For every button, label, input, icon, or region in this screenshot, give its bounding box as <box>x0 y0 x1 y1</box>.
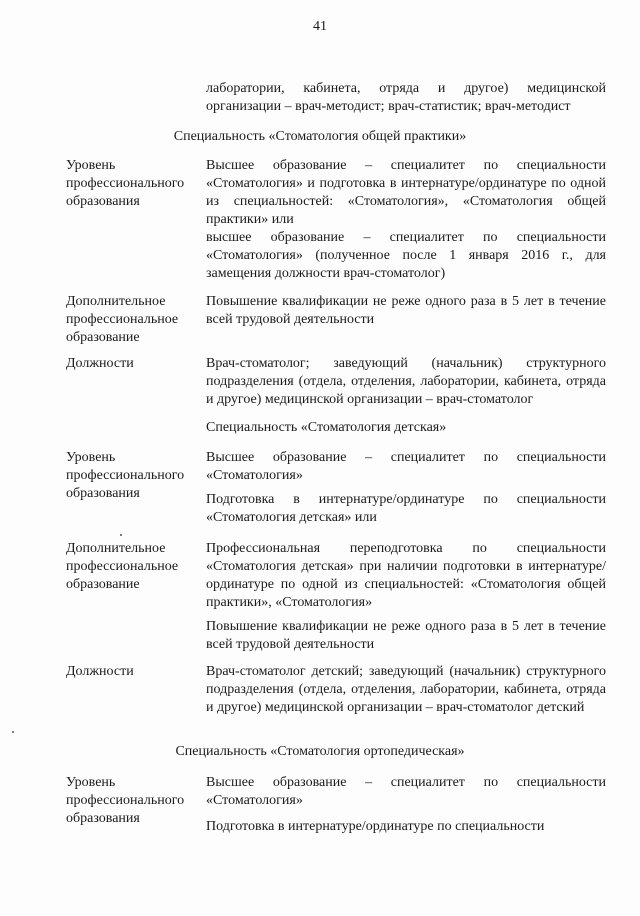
education-paragraph: Высшее образование – специалитет по специальности «Стоматология» <box>206 450 606 483</box>
section-title-orthopedic: Специальность «Стоматология ортопедическая» <box>175 744 465 759</box>
scan-speck <box>12 731 14 733</box>
positions-paragraph: Врач-стоматолог детский; заведующий (начальник) структурного подразделения (отдела, отделения, лаборатории, кабинета, отряда и другое) медицинской организации – врач-стоматолог детский <box>206 664 606 715</box>
education-paragraph: Высшее образование – специалитет по специальности «Стоматология» и подготовка в интернатуре/ординатуре по одной из специальностей: «Стоматология», «Стоматология общей практики» или <box>206 158 606 227</box>
additional-education-label: Дополнительное профессиональное образование <box>66 541 179 592</box>
intro-paragraph: лаборатории, кабинета, отряда и другое) медицинской организации – врач-методист; врач-статистик; врач-методист <box>206 81 606 114</box>
positions-paragraph: Врач-стоматолог; заведующий (начальник) структурного подразделения (отдела, отделения, лаборатории, кабинета, отряда и другое) медицинской организации – врач-стоматолог <box>206 356 606 407</box>
education-paragraph: Высшее образование – специалитет по специальности «Стоматология» <box>206 775 606 808</box>
education-paragraph: высшее образование – специалитет по специальности «Стоматология» (полученное после 1 января 2016 г., для замещения должности врач-стоматолог) <box>206 230 606 281</box>
scan-speck <box>120 534 122 536</box>
section-title-general-practice: Специальность «Стоматология общей практики» <box>173 129 467 144</box>
section-title-pediatric: Специальность «Стоматология детская» <box>206 420 447 435</box>
additional-education-paragraph: Повышение квалификации не реже одного раза в 5 лет в течение всей трудовой деятельности <box>206 294 606 327</box>
positions-label: Должности <box>66 664 134 679</box>
positions-label: Должности <box>66 356 134 371</box>
education-level-label: Уровень профессионального образования <box>66 450 185 501</box>
page-number: 41 <box>313 19 327 34</box>
additional-education-paragraph: Повышение квалификации не реже одного раза в 5 лет в течение всей трудовой деятельности <box>206 619 606 652</box>
education-level-label: Уровень профессионального образования <box>66 158 185 209</box>
additional-education-label: Дополнительное профессиональное образование <box>66 294 179 345</box>
education-paragraph: Подготовка в интернатуре/ординатуре по специальности «Стоматология детская» или <box>206 492 606 525</box>
education-paragraph: Подготовка в интернатуре/ординатуре по специальности <box>206 819 545 834</box>
education-level-label: Уровень профессионального образования <box>66 775 185 826</box>
additional-education-paragraph: Профессиональная переподготовка по специальности «Стоматология детская» при наличии подготовки в интернатуре/ординатуре по одной из специальностей: «Стоматология общей практики», «Стоматология» <box>206 541 606 610</box>
